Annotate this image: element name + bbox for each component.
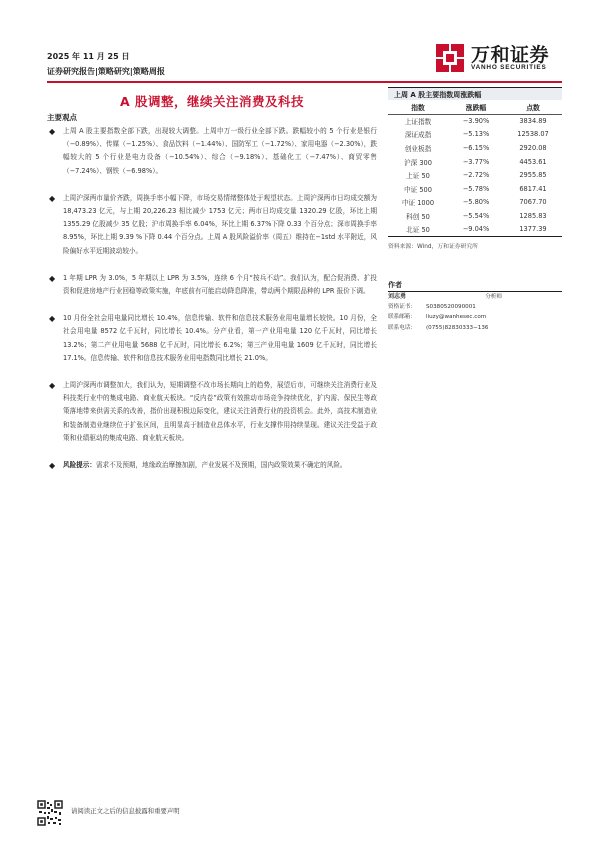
index-name: 中证 1000 xyxy=(401,199,435,208)
key-point-text: 上周沪深两市调整加大，我们认为，短期调整不改市场长期向上的趋势，展望后市，可继续关注消费行业及科技类行业中的集成电路、商业航天板块。“反内卷”政策有效推动市场竞争持续优化，扩内需、保民生等政策落地带来供需关系的改善，指价出现积极边际变化，建议关注消费行业的投资机会。此外，高技术制造业和装备制造业继续位于扩张区间，且明显高于制造业总体水平，行业支撑作用持续显现。建议关注受益于政策和业绩驱动的集成电路、商业航天板块。 xyxy=(63,381,377,442)
table-row xyxy=(388,168,562,182)
diamond-bullet-icon: ◆ xyxy=(49,461,56,471)
logo-name-cn: 万和证券 xyxy=(471,44,550,66)
key-point xyxy=(47,312,377,365)
table-header-row xyxy=(388,100,562,114)
table-row xyxy=(388,141,562,155)
footer-disclaimer: 请阅读正文之后的信息披露和重要声明 xyxy=(71,807,180,815)
key-point-text: 1 年期 LPR 为 3.0%，5 年期以上 LPR 为 3.5%，连续 6 个月“按兵不动”。我们认为，配合促消费、扩投资和促进房地产行业回稳等政策实施，年底前有可能启动降息降准，带动两个期限品种的 LPR 报价下调。 xyxy=(63,273,377,296)
index-change: −5.13% xyxy=(462,130,490,139)
author-name: 刘志勇 xyxy=(388,293,407,300)
index-panel xyxy=(388,87,562,250)
diamond-bullet-icon: ◆ xyxy=(49,273,56,283)
column-header: 指数 xyxy=(388,100,448,114)
index-points: 2920.08 xyxy=(519,143,547,152)
company-logo xyxy=(434,40,562,80)
key-point-text: 上周 A 股主要指数全部下跌，出现较大调整。上周申万一级行业全部下跌。跌幅较小的 5 个行业是银行（−0.89%）、传媒（−1.25%）、食品饮料（−1.44%）、国防军工（−1.72%）、家用电器（−2.30%），跌幅较大的 5 个行业是电力设备（−10.54%）、综合（−9.18%）、基础化工（−7.47%）、商贸零售（−7.24%）、钢铁（−6.98%）。 xyxy=(63,127,377,175)
index-table xyxy=(388,100,562,237)
index-change: −5.78% xyxy=(462,184,490,193)
risk-label: 风险提示： xyxy=(63,461,96,470)
column-header: 涨跌幅 xyxy=(448,100,504,114)
index-table-title: 上周 A 股主要指数周涨跌幅 xyxy=(388,87,562,100)
author-phone: (0755)82830333−136 xyxy=(426,324,489,331)
author-cert-row xyxy=(388,302,562,312)
header-divider xyxy=(47,81,562,83)
section-title: 主要观点 xyxy=(47,113,77,122)
qr-code-icon xyxy=(37,800,63,826)
column-header: 点数 xyxy=(504,100,562,114)
index-change: −2.72% xyxy=(462,171,490,180)
diamond-bullet-icon: ◆ xyxy=(49,193,56,203)
risk-warning xyxy=(47,459,377,472)
logo-name-en: VANHO SECURITIES xyxy=(471,64,547,71)
index-name: 上证指数 xyxy=(404,118,432,127)
index-name: 创业板指 xyxy=(404,144,432,153)
index-change: −6.15% xyxy=(462,143,490,152)
key-points xyxy=(47,125,377,472)
key-point xyxy=(47,125,377,178)
diamond-bullet-icon: ◆ xyxy=(49,314,56,324)
index-name: 北证 50 xyxy=(388,223,448,237)
report-date: 2025 年 11 月 25 日 xyxy=(47,52,130,61)
index-change: −3.77% xyxy=(462,157,490,166)
author-email[interactable]: liuzy@wanhesec.com xyxy=(426,314,487,321)
key-point xyxy=(47,272,377,298)
index-name: 沪深 300 xyxy=(404,158,432,167)
index-change: −3.90% xyxy=(462,117,490,126)
diamond-bullet-icon: ◆ xyxy=(49,381,56,391)
table-row xyxy=(388,196,562,210)
table-row xyxy=(388,155,562,169)
author-phone-row xyxy=(388,323,562,333)
author-role: 分析师 xyxy=(485,294,502,300)
index-name: 深证成指 xyxy=(404,131,432,140)
key-point-text: 上周沪深两市量价齐跌，周换手率小幅下降，市场交易情绪整体处于观望状态。上周沪深两市日均成交额为 18,473.23 亿元，与上期 20,226.23 相比减少 1753 亿元；两市日均成交量 1320.29 亿股，环比上期 1355.29 亿股减少 35 亿股；沪市周换手率 6.04%，环比上期 6.37%下降 0.33 个百分点；深市周换手率 8.95%，环比上期 9.39 %下降 0.44 个百分点。上周 A 股风险溢价率（周五）维持在−1std 水平附近，风险偏好水平近期波动较小。 xyxy=(63,193,377,255)
index-change: −9.04% xyxy=(448,223,504,237)
table-row xyxy=(388,114,562,128)
index-points: 7067.70 xyxy=(519,198,547,207)
table-row xyxy=(388,182,562,196)
diamond-bullet-icon: ◆ xyxy=(49,127,56,136)
index-points: 1377.39 xyxy=(504,223,562,237)
index-change: −5.80% xyxy=(462,198,490,207)
logo-mark-icon xyxy=(434,42,466,74)
author-email-row xyxy=(388,312,562,322)
report-category: 证券研究报告|策略研究|策略周报 xyxy=(47,67,165,76)
key-point xyxy=(47,379,377,445)
cert-number: S0380520090001 xyxy=(426,304,476,311)
index-name: 科创 50 xyxy=(406,212,430,221)
author-name-row xyxy=(388,292,562,302)
table-row xyxy=(388,209,562,223)
index-points: 12538.07 xyxy=(517,130,549,139)
author-block xyxy=(388,279,562,333)
index-name: 中证 500 xyxy=(404,185,432,194)
cert-label: 资格证书： xyxy=(388,304,416,311)
index-points: 1285.83 xyxy=(519,211,547,220)
risk-text: 需求不及预期，地缘政治摩擦加剧，产业发展不及预期，国内政策效果不确定的风险。 xyxy=(95,461,347,470)
author-heading: 作者 xyxy=(388,279,562,292)
index-name: 上证 50 xyxy=(406,172,430,181)
table-row xyxy=(388,223,562,237)
index-points: 4453.61 xyxy=(519,157,547,166)
email-label: 联系邮箱： xyxy=(388,314,416,321)
table-source: 资料来源：Wind，万和证券研究所 xyxy=(388,243,478,250)
index-points: 6817.41 xyxy=(519,184,547,193)
index-points: 3834.89 xyxy=(519,117,547,126)
phone-label: 联系电话： xyxy=(388,324,416,331)
key-point xyxy=(47,192,377,258)
report-title: A 股调整，继续关注消费及科技 xyxy=(119,94,305,109)
key-point-text: 10 月份全社会用电量同比增长 10.4%，信息传输、软件和信息技术服务业用电量增长较快。10 月份，全社会用电量 8572 亿千瓦时，同比增长 10.4%。分产业看，第一产业用电量 120 亿千瓦时，同比增长 13.2%；第二产业用电量 5688 亿千瓦时，同比增长 6.2%；第三产业用电量 1609 亿千瓦时，同比增长 17.1%。信息传输、软件和信息技术服务业用电指数同比增长 21.0%。 xyxy=(63,314,377,362)
index-change: −5.54% xyxy=(462,211,490,220)
table-row xyxy=(388,128,562,142)
index-points: 2955.85 xyxy=(519,171,547,180)
